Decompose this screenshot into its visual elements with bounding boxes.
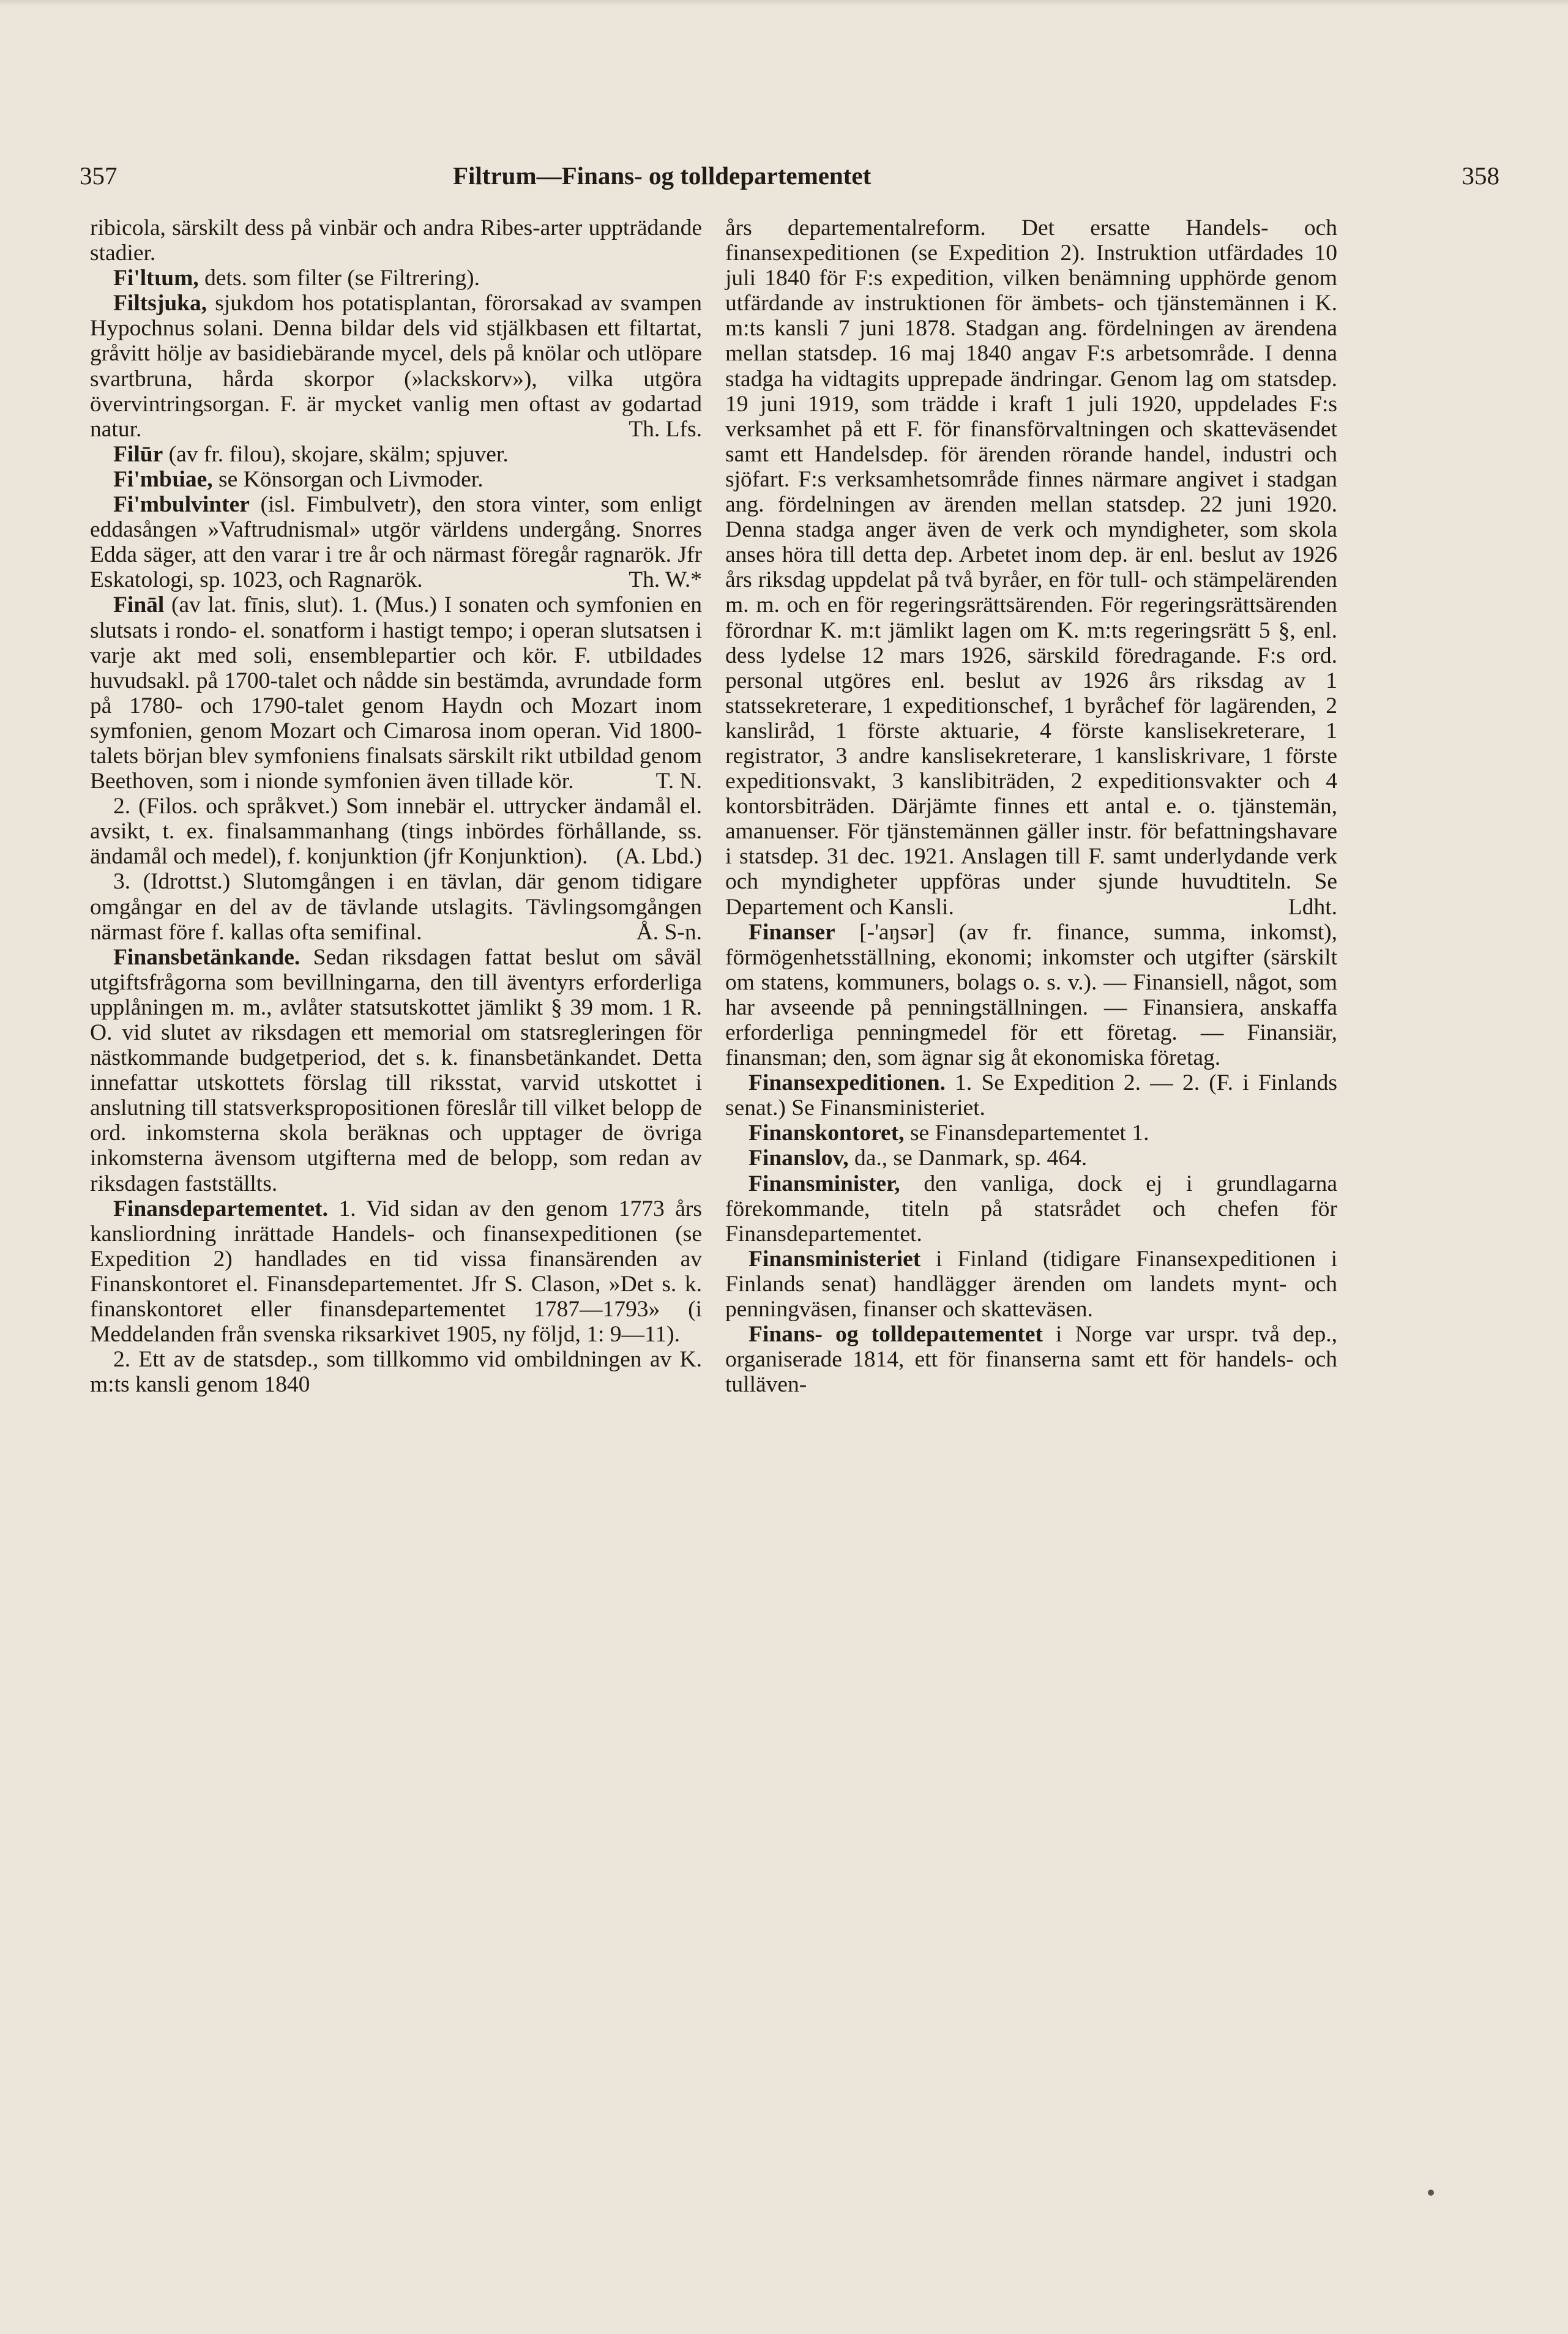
entry-headword: Finanslov, <box>749 1146 849 1171</box>
entry-headword: Finansexpeditionen. <box>749 1070 946 1096</box>
entry-text: 2. (Filos. och språkvet.) Som innebär el. uttrycker ändamål el. avsikt, t. ex. finalsammanhang (tings inbördes förhållande, ss. ändamål och medel), f. konjunktion (jfr Konjunktion). <box>90 794 702 870</box>
paragraph <box>90 945 702 1196</box>
left-page-number: 357 <box>80 162 118 190</box>
paragraph <box>90 215 702 266</box>
entry-text: dets. som filter (se Filtrering). <box>204 266 480 291</box>
entry-text: års departementalreform. Det ersatte Handels- och finansexpeditionen (se Expedition 2). Instruktion utfärdades 10 juli 1840 för F:s expedition, vilken benämning upphörde genom utfärdande av instruktionen för ämbets- och tjänstemännen i K. m:ts kansli 7 juni 1878. Stadgan ang. fördelningen av ärendena mellan statsdep. 16 maj 1840 angav F:s arbetsområde. I denna stadga ha vidtagits upprepade ändringar. Genom lag om statsdep. 19 juni 1919, som trädde i kraft 1 juli 1920, uppdelades F:s verksamhet på ett F. för finansförvaltningen och skatteväsendet samt ett Handelsdep. för ärenden rörande handel, industri och sjöfart. F:s verksamhetsområde finnes närmare angivet i stadgan ang. fördelningen av ärenden mellan statsdep. 22 juni 1920. Denna stadga anger även de verk och myndigheter, som skola anses höra till detta dep. Arbetet inom dep. är enl. beslut av 1926 års riksdag uppdelat på två byråer, en för tull- och stämpelärenden m. m. och en för regeringsrättsärenden. För regeringsrättsärenden förordnar K. m:t jämlikt lagen om K. m:ts regeringsrätt 5 §, enl. dess lydelse 12 mars 1926, särskild föredragande. F:s ord. personal utgöres enl. beslut av 1926 års riksdag av 1 statssekreterare, 1 expeditionschef, 1 byråchef för lagärenden, 2 kansliråd, 1 förste aktuarie, 4 förste kanslisekreterare, 1 registrator, 3 andre kanslisekreterare, 1 kansliskrivare, 1 förste expeditionsvakt, 3 kanslibiträden, 2 expeditionsvakter och 4 kontorsbiträden. Därjämte finnes ett antal e. o. tjänstemän, amanuenser. För tjänstemännen gäller instr. för befattningshavare i statsdep. 31 dec. 1921. Anslagen till F. samt underlydande verk och myndigheter uppföras under sjunde huvudtiteln. Se Departement och Kansli. <box>725 215 1337 920</box>
author-signature: T. N. <box>655 769 702 794</box>
paragraph <box>725 1171 1337 1247</box>
entry-text: i Norge var urspr. två dep., organiserade 1814, ett för finanserna samt ett för handels- och tulläven- <box>725 1322 1338 1398</box>
page-top-edge <box>0 0 1568 6</box>
entry-headword: Fi'mbulvinter <box>113 492 250 518</box>
author-signature: Å. S-n. <box>636 919 702 945</box>
entry-headword: Finanskontoret, <box>749 1120 905 1146</box>
entry-text: [-'aŋsər] (av fr. finance, summa, inkomst), förmögenhetsställning, ekonomi; inkomster och utgifter (särskilt om statens, kommuners, bolags o. s. v.). — Finansiell, något, som har avseende på penningställningen. — Finansiera, anskaffa erforderliga penningmedel för ett företag. — Finansiär, finansman; den, som ägnar sig åt ekonomiska företag. <box>725 919 1337 1071</box>
margin-speck <box>1428 2190 1434 2196</box>
entry-text: sjukdom hos potatisplantan, förorsakad av svampen Hypochnus solani. Denna bildar dels vid stjälkbasen ett filtartat, gråvitt hölje av basidiebärande mycel, dels på knölar och utlöpare svartbruna, hårda skorpor (»lackskorv»), vilka utgöra övervintringsorgan. F. är mycket vanlig men oftast av godartad natur. <box>90 291 703 442</box>
right-column <box>725 215 1337 1397</box>
entry-text: den vanliga, dock ej i grundlagarna förekommande, titeln på statsrådet och chefen för Finansdepartementet. <box>725 1171 1337 1247</box>
entry-headword: Fi'mbɩiae, <box>113 466 213 492</box>
paragraph <box>90 467 702 492</box>
entry-headword: Fināl <box>113 592 165 618</box>
paragraph <box>725 1247 1337 1322</box>
paragraph <box>725 215 1337 920</box>
entry-headword: Finansminister, <box>749 1171 900 1196</box>
paragraph <box>90 794 702 869</box>
paragraph <box>90 492 702 592</box>
entry-text: 2. Ett av de statsdep., som tillkommo vid ombildningen av K. m:ts kansli genom 1840 <box>90 1347 702 1398</box>
entry-headword: Fi'ltɩum, <box>113 266 199 291</box>
paragraph <box>725 920 1337 1071</box>
entry-text: i Finland (tidigare Finansexpeditionen i Finlands senat) handlägger ärenden om landets mynt- och penningväsen, finanser och skatteväsen. <box>725 1246 1337 1322</box>
paragraph <box>725 1322 1337 1397</box>
paragraph <box>90 1196 702 1348</box>
paragraph <box>90 592 702 794</box>
running-header <box>80 154 1499 197</box>
author-signature: Ldht. <box>1288 894 1337 920</box>
right-page-number: 358 <box>1462 162 1499 190</box>
paragraph <box>725 1070 1337 1120</box>
entry-text: Sedan riksdagen fattat beslut om såväl utgiftsfrågorna som bevillningarna, den till äventyrs erforderliga upplåningen m. m., avlåter statsutskottet jämlikt § 39 mom. 1 R. O. vid slutet av riksdagen ett memorial om statsregleringen för nästkommande budgetperiod, det s. k. finansbetänkandet. Detta innefattar utskottets förslag till riksstat, varvid utskottet i anslutning till statsverkspropositionen föreslår till vilket belopp de ord. inkomsterna skola beräknas och upptager de övriga inkomsterna ävensom utgifterna med de belopp, som redan av riksdagen fastställts. <box>90 944 702 1196</box>
entry-text: se Könsorgan och Livmoder. <box>218 466 483 492</box>
entry-text: (isl. Fimbulvetr), den stora vinter, som enligt eddasången »Vaftrudnismal» utgör världens undergång. Snorres Edda säger, att den varar i tre år och närmast föregår ragnarök. Jfr Eskatologi, sp. 1023, och Ragnarök. <box>90 492 703 593</box>
entry-text: ribicola, särskilt dess på vinbär och andra Ribes-arter uppträdande stadier. <box>90 215 702 266</box>
entry-headword: Finansbetänkande. <box>113 944 301 970</box>
left-column <box>90 215 702 1397</box>
author-signature: (A. Lbd.) <box>616 844 702 870</box>
entry-text: (av lat. fīnis, slut). 1. (Mus.) I sonaten och symfonien en slutsats i rondo- el. sonatform i hastigt tempo; i operan slutsatsen i varje akt med soli, ensemblepartier och kör. F. utbildades huvudsakl. på 1700-talet och nådde sin bestämda, avrundade form på 1780- och 1790-talet genom Haydn och Mozart inom symfonien, genom Mozart och Cimarosa inom operan. Vid 1800-talets början blev symfoniens finalsats särskilt rikt utbildad genom Beethoven, som i nionde symfonien även tillade kör. <box>90 592 702 794</box>
paragraph <box>90 442 702 467</box>
entry-text: (av fr. filou), skojare, skälm; spjuver. <box>168 441 509 467</box>
entry-text: se Finansdepartementet 1. <box>909 1120 1149 1146</box>
entry-headword: Finansministeriet <box>749 1246 921 1272</box>
running-title: Filtrum—Finans- og tolldepartementet <box>453 162 872 190</box>
entry-text: 1. Se Expedition 2. — 2. (F. i Finlands senat.) Se Finansministeriet. <box>725 1070 1337 1121</box>
entry-headword: Finansdepartementet. <box>113 1196 328 1221</box>
entry-text: da., se Danmark, sp. 464. <box>854 1146 1088 1171</box>
paragraph <box>90 869 702 944</box>
paragraph <box>90 291 702 442</box>
paragraph <box>725 1120 1337 1146</box>
entry-headword: Filūr <box>113 441 163 467</box>
entry-headword: Finanser <box>749 919 835 945</box>
entry-text: 1. Vid sidan av den genom 1773 års kansliordning inrättade Handels- och finansexpeditionen (se Expedition 2) handlades en tid vissa finansärenden av Finanskontoret el. Finansdepartementet. Jfr S. Clason, »Det s. k. finanskontoret eller finansdepartementet 1787—1793» (i Meddelanden från svenska riksarkivet 1905, ny följd, 1: 9—11). <box>90 1196 702 1348</box>
paragraph <box>725 1146 1337 1171</box>
paragraph <box>90 266 702 291</box>
author-signature: Th. Lfs. <box>629 416 702 442</box>
entry-text: 3. (Idrottst.) Slutomgången i en tävlan, där genom tidigare omgångar en del av de tävlande utslagits. Tävlingsomgången närmast före f. kallas ofta semifinal. <box>90 869 702 945</box>
author-signature: Th. W.* <box>629 567 702 593</box>
entry-headword: Filtsjuka, <box>113 291 207 316</box>
entry-headword: Finans- og tolldepaɩtementet <box>749 1322 1043 1348</box>
paragraph <box>90 1347 702 1397</box>
